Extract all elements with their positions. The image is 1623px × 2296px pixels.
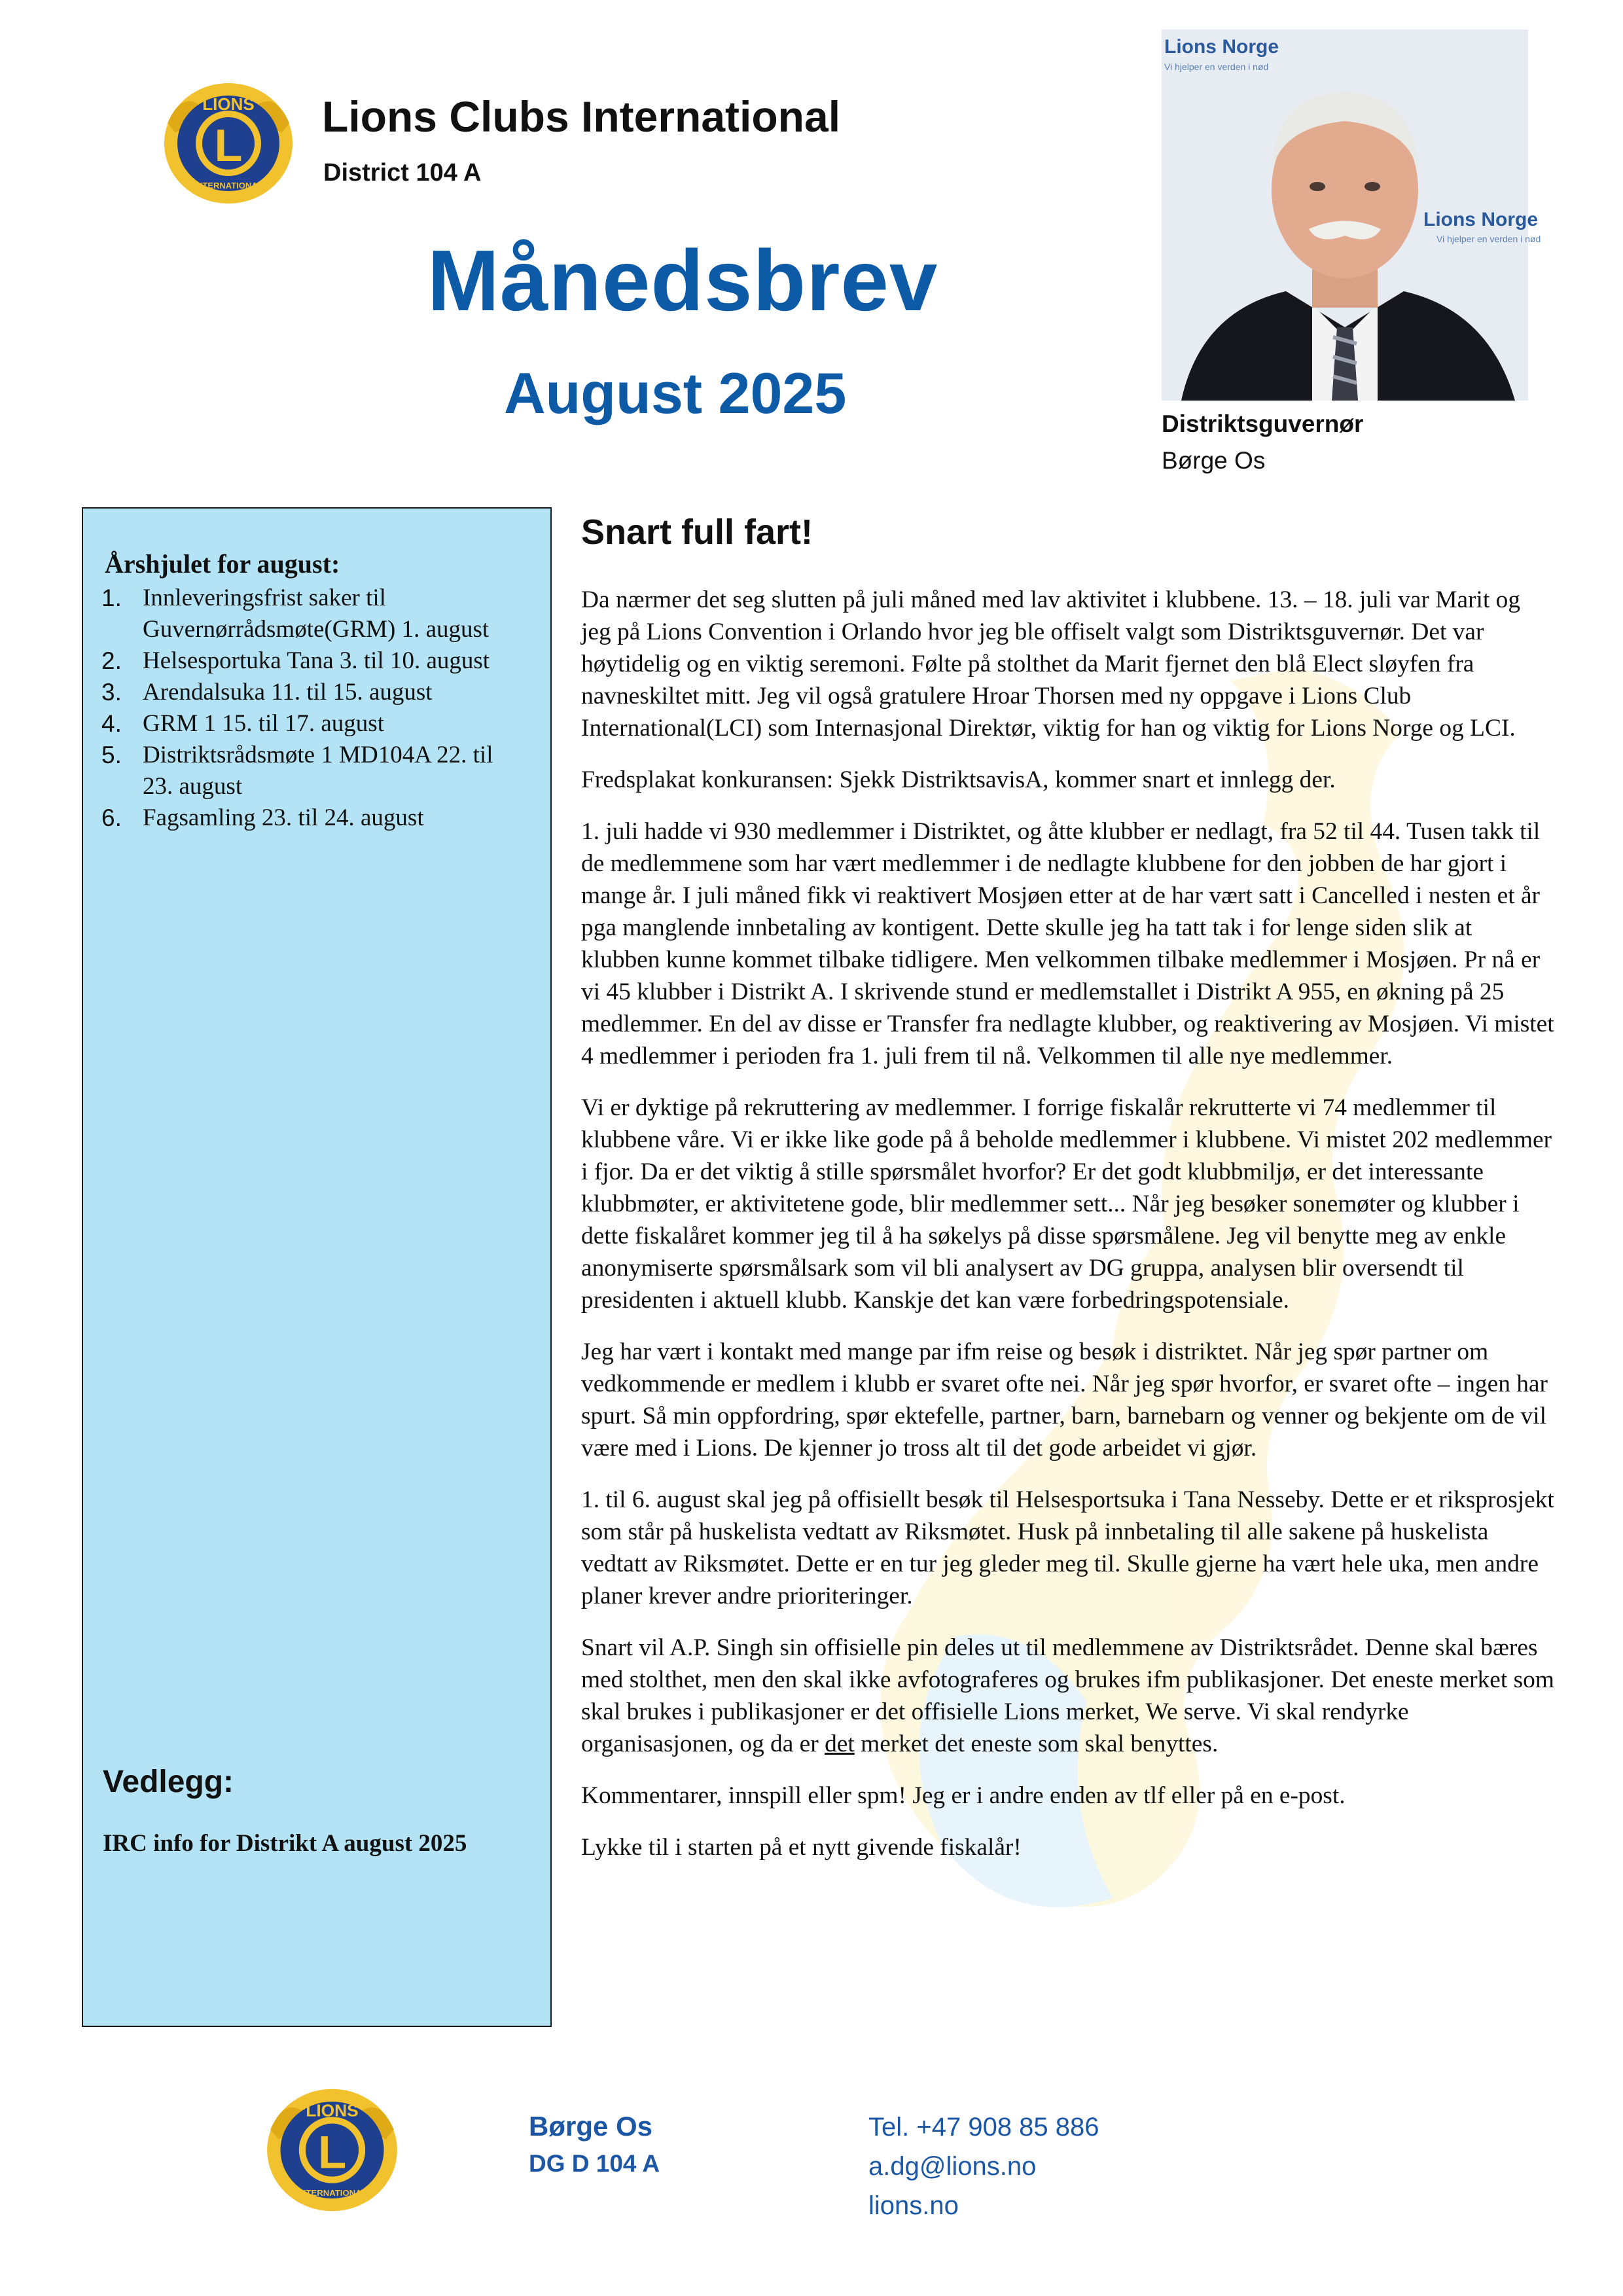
list-item-number: 6.: [101, 804, 122, 831]
footer-email[interactable]: a.dg@lions.no: [868, 2152, 1037, 2181]
logo-letter: L: [214, 120, 243, 171]
issue-month: August 2025: [504, 361, 847, 425]
article-paragraph: 1. til 6. august skal jeg på offisiellt besøk til Helsesportsuka i Tana Nesseby. Dette er et riksprosjekt som står på huskelista vedtatt av Riksmøtet. Husk på innbetaling til alle sakene på huskelista vedtatt av Riksmøtet. Dette er en tur jeg gleder meg til. Skulle gjerne ha vært hele uka, men andre planer krever andre prioriteringer.: [581, 1486, 1554, 1609]
district-label: District 104 A: [323, 159, 482, 187]
list-item-number: 2.: [101, 647, 122, 674]
logo-text-top: LIONS: [202, 94, 255, 114]
article-paragraph: Jeg har vært i kontakt med mange par ifm reise og besøk i distriktet. Når jeg spør partner om vedkommende er medlem i klubb er svaret ofte nei. Når jeg spør hvorfor, er svaret ofte – ingen har spurt. Så min oppfordring, spør ektefelle, partner, barn, barnebarn og venner og bekjente om de vil være med i Lions. De kjenner jo tross alt til det gode arbeidet vi gjør.: [581, 1338, 1548, 1462]
logo-text-bottom: INTERNATIONAL: [194, 181, 263, 190]
org-name: Lions Clubs International: [322, 92, 841, 141]
list-item-text: Helsesportuka Tana 3. til 10. august: [143, 647, 490, 674]
governor-portrait: [1162, 29, 1541, 401]
list-item-number: 5.: [101, 742, 122, 768]
footer-title: DG D 104 A: [529, 2150, 660, 2177]
list-item: [101, 645, 527, 677]
calendar-list: [101, 583, 527, 834]
list-item: [101, 677, 527, 708]
governor-role: Distriktsguvernør: [1162, 410, 1364, 437]
lions-logo: [156, 77, 301, 209]
list-item: [101, 708, 527, 740]
underlined-word: det: [825, 1731, 855, 1757]
list-item-text: Fagsamling 23. til 24. august: [143, 804, 424, 831]
attachment-item[interactable]: IRC info for Distrikt A august 2025: [103, 1830, 467, 1857]
article-paragraph: Lykke til i starten på et nytt givende fiskalår!: [581, 1834, 1022, 1861]
logo-letter: L: [317, 2126, 347, 2179]
governor-name: Børge Os: [1162, 447, 1266, 474]
list-item-text: Arendalsuka 11. til 15. august: [143, 679, 433, 706]
attachments-heading: Vedlegg:: [103, 1765, 234, 1799]
article-text: merket det eneste som skal benyttes.: [854, 1731, 1219, 1757]
list-item: [101, 740, 527, 802]
article-paragraph: Fredsplakat konkuransen: Sjekk DistriktsavisA, kommer snart et innlegg der.: [581, 766, 1336, 793]
article-title: Snart full fart!: [581, 512, 813, 552]
backdrop-subtext: Vi hjelper en verden i nød: [1164, 62, 1269, 72]
footer-contact: [868, 2108, 1099, 2225]
backdrop-text: Lions Norge: [1164, 36, 1279, 58]
page-title: Månedsbrev: [427, 232, 938, 329]
footer-name: Børge Os: [529, 2111, 653, 2142]
footer-website[interactable]: lions.no: [868, 2191, 959, 2220]
article-paragraph: Vi er dyktige på rekruttering av medlemmer. I forrige fiskalår rekrutterte vi 74 medlemmer til klubbene våre. Vi er ikke like gode på å beholde medlemmer i klubbene. Vi mistet 202 medlemmer i fjor. Da er det viktig å stille spørsmålet hvorfor? Er det godt klubbmiljø, er det interessante klubbmøter, er aktivitetene gode, blir medlemmer sett... Når jeg besøker sonemøter og klubber i dette fiskalåret kommer jeg til å ha søkelys på disse spørsmålene. Jeg vil benytte meg av enkle anonymiserte spørsmålsark som vil bli analysert av DG gruppa, analysen blir oversendt til presidenten i aktuell klubb. Kanskje det kan være forbedringspotensiale.: [581, 1094, 1552, 1314]
article-paragraph: [581, 1632, 1556, 1760]
list-item-number: 4.: [101, 710, 122, 737]
article-paragraph: Da nærmer det seg slutten på juli måned med lav aktivitet i klubbene. 13. – 18. juli var Marit og jeg på Lions Convention i Orlando hvor jeg ble offiselt valgt som Distriktsguvernør. Det var høytidelig og en viktig seremoni. Følte på stolthet da Marit fjernet den blå Elect sløyfen fra navneskiltet mitt. Jeg vil også gratulere Hroar Thorsen med ny oppgave i Lions Club International(LCI) som Internasjonal Direktør, viktig for han og viktig for Lions Norge og LCI.: [581, 586, 1521, 742]
footer-phone[interactable]: Tel. +47 908 85 886: [868, 2113, 1099, 2142]
logo-text-top: LIONS: [306, 2100, 359, 2121]
lions-logo-footer: [259, 2081, 406, 2219]
list-item-number: 1.: [101, 584, 122, 611]
logo-text-bottom: INTERNATIONAL: [297, 2187, 367, 2198]
article-body: [581, 584, 1556, 1883]
list-item-text: Innleveringsfrist saker til Guvernørrådsmøte(GRM) 1. august: [143, 584, 490, 643]
backdrop-subtext-2: Vi hjelper en verden i nød: [1436, 234, 1541, 244]
backdrop-text-2: Lions Norge: [1423, 209, 1539, 230]
list-item-text: Distriktsrådsmøte 1 MD104A 22. til 23. august: [143, 742, 493, 800]
calendar-heading: Årshjulet for august:: [105, 549, 340, 579]
article-paragraph: Kommentarer, innspill eller spm! Jeg er i andre enden av tlf eller på en e-post.: [581, 1782, 1346, 1809]
article-text: Snart vil A.P. Singh sin offisielle pin deles ut til medlemmene av Distriktsrådet. Denne skal bæres med stolthet, men den skal ikke avfotograferes og brukes ifm publikasjoner. Det eneste merket som skal brukes i publikasjoner er det offisielle Lions merket, We serve. Vi skal rendyrke organisasjonen, og da er: [581, 1634, 1554, 1757]
list-item: [101, 583, 527, 645]
article-paragraph: 1. juli hadde vi 930 medlemmer i Distriktet, og åtte klubber er nedlagt, fra 52 til 44. Tusen takk til de medlemmene som har vært medlemmer i de nedlagte klubbene for den jobben de har gjort i mange år. I juli måned fikk vi reaktivert Mosjøen etter at de har vært satt i Cancelled i nesten et år pga manglende innbetaling av kontigent. Dette skulle jeg ha tatt tak i for lenge siden slik at klubben kunne kommet tilbake tidligere. Men velkommen tilbake medlemmer i Mosjøen. Pr nå er vi 45 klubber i Distrikt A. I skrivende stund er medlemstallet i Distrikt A 955, en økning på 25 medlemmer. En del av disse er Transfer fra nedlagte klubber, og reaktivering av Mosjøen. Vi mistet 4 medlemmer i perioden fra 1. juli frem til nå. Velkommen til alle nye medlemmer.: [581, 818, 1554, 1069]
list-item: [101, 802, 527, 834]
list-item-number: 3.: [101, 679, 122, 706]
list-item-text: GRM 1 15. til 17. august: [143, 710, 384, 737]
